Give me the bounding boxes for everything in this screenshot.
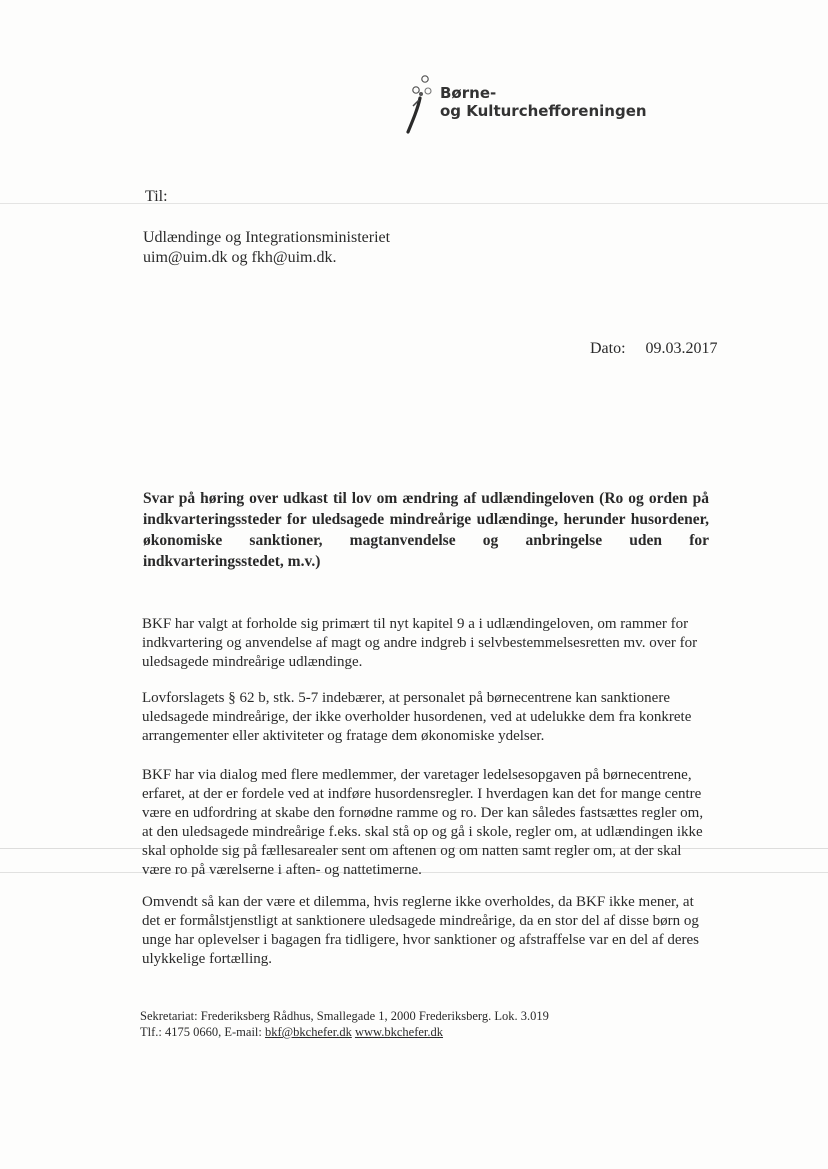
body-paragraph: Omvendt så kan der være et dilemma, hvis reglerne ikke overholdes, da BKF ikke mener, at det er formålstjenstligt at sanktionere uledsagede mindreårige, da en stor del af disse børn og unge har oplevelser i bagagen fra tidligere, hvor sanktioner og afstraffelse var en del af deres ulykkelige fortælling. <box>142 894 699 967</box>
footer-phone: Tlf.: 4175 0660, E-mail: <box>140 1025 265 1039</box>
recipient-emails: uim@uim.dk og fkh@uim.dk. <box>143 249 337 266</box>
date-line <box>590 340 718 358</box>
organization-logo <box>398 70 647 140</box>
body-paragraph: Lovforslagets § 62 b, stk. 5-7 indebærer, at personalet på børnecentrene kan sanktionere uledsagede mindreårige, der ikke overholder husordenen, ved at udelukke dem fra konkrete arrangementer eller aktiviteter og fratage dem økonomiske ydelser. <box>142 690 692 744</box>
date-label: Dato: <box>590 340 626 357</box>
letter-footer <box>140 1008 549 1040</box>
footer-website-link[interactable]: www.bkchefer.dk <box>354 1025 444 1039</box>
logo-wordmark <box>440 84 647 120</box>
recipient-name: Udlændinge og Integrationsministeriet <box>143 229 391 246</box>
scan-artifact-line <box>0 203 828 204</box>
logo-line-2: og Kulturchefforeningen <box>440 102 647 120</box>
figure-logo-icon <box>398 70 438 136</box>
footer-address: Sekretariat: Frederiksberg Rådhus, Smallegade 1, 2000 Frederiksberg. Lok. 3.019 <box>140 1009 549 1023</box>
footer-contact <box>140 1024 549 1040</box>
recipient-block <box>143 228 390 268</box>
subject-heading: Svar på høring over udkast til lov om ændring af udlændingeloven (Ro og orden på indkvarteringssteder for uledsagede mindreårige udlændinge, herunder husordener, økonomiske sanktioner, magtanvendelse og anbringelse uden for indkvarteringsstedet, m.v.) <box>143 490 709 570</box>
body-paragraph: BKF har via dialog med flere medlemmer, der varetager ledelsesopgaven på børnecentrene, erfaret, at der er fordele ved at indføre husordensregler. I hverdagen kan det for mange centre være en udfordring at skabe den fornødne ramme og ro. Der kan således fastsættes regler om, at den uledsagede mindreårige f.eks. skal stå op og gå i skole, regler om, at udlændingen ikke skal opholde sig på fællesarealer sent om aftenen og om natten samt regler om, at der skal være ro på værelserne i aften- og nattetimerne. <box>142 767 704 878</box>
footer-email-link[interactable]: bkf@bkchefer.dk <box>264 1025 352 1039</box>
date-value: 09.03.2017 <box>645 340 718 357</box>
recipient-label: Til: <box>145 188 168 205</box>
logo-line-1: Børne- <box>440 84 497 102</box>
body-paragraph: BKF har valgt at forholde sig primært til nyt kapitel 9 a i udlændingeloven, om rammer for indkvartering og anvendelse af magt og andre indgreb i selvbestemmelsesretten mv. over for uledsagede mindreårige udlændinge. <box>142 616 698 670</box>
